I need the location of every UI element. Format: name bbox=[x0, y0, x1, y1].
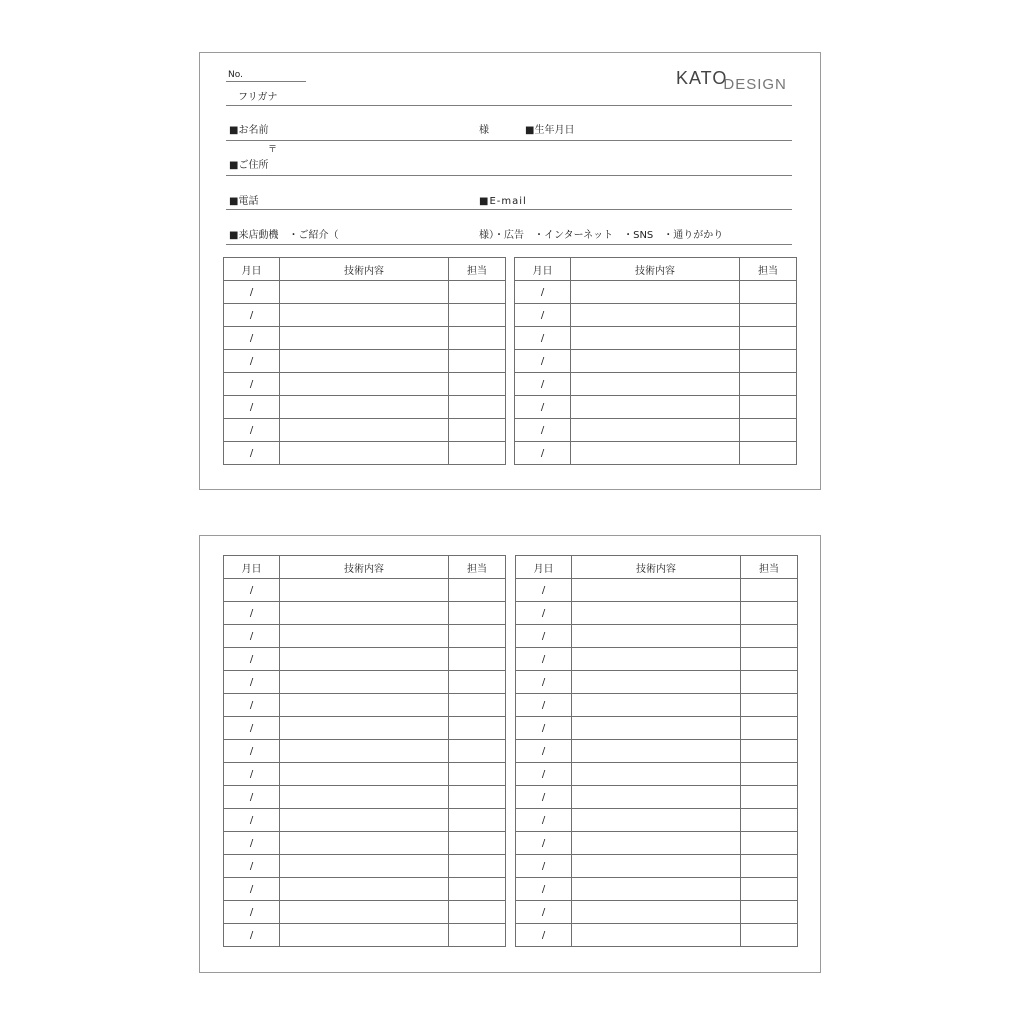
date-cell[interactable]: / bbox=[224, 694, 280, 717]
date-cell[interactable]: / bbox=[224, 763, 280, 786]
header-treatment: 技術内容 bbox=[280, 556, 449, 579]
treatment-cell[interactable] bbox=[572, 602, 741, 625]
treatment-cell[interactable] bbox=[280, 901, 449, 924]
staff-cell[interactable] bbox=[449, 924, 506, 947]
record-table-front-left bbox=[223, 257, 506, 465]
treatment-cell[interactable] bbox=[280, 350, 449, 373]
treatment-cell[interactable] bbox=[280, 327, 449, 350]
staff-cell[interactable] bbox=[449, 373, 506, 396]
treatment-cell[interactable] bbox=[280, 786, 449, 809]
treatment-cell[interactable] bbox=[571, 442, 740, 465]
birthday-label: ■生年月日 bbox=[525, 125, 575, 136]
treatment-cell[interactable] bbox=[280, 671, 449, 694]
staff-cell[interactable] bbox=[449, 648, 506, 671]
table-row bbox=[224, 901, 506, 924]
table-row bbox=[516, 625, 798, 648]
date-cell[interactable]: / bbox=[515, 304, 571, 327]
header-treatment: 技術内容 bbox=[571, 258, 740, 281]
table-row bbox=[515, 304, 797, 327]
date-cell[interactable]: / bbox=[224, 419, 280, 442]
table-row bbox=[515, 327, 797, 350]
treatment-cell[interactable] bbox=[572, 878, 741, 901]
staff-cell[interactable] bbox=[741, 694, 798, 717]
staff-cell[interactable] bbox=[741, 625, 798, 648]
header-staff: 担当 bbox=[740, 258, 797, 281]
staff-cell[interactable] bbox=[741, 809, 798, 832]
table-row bbox=[224, 694, 506, 717]
staff-cell[interactable] bbox=[740, 419, 797, 442]
staff-cell[interactable] bbox=[449, 671, 506, 694]
staff-cell[interactable] bbox=[741, 602, 798, 625]
staff-cell[interactable] bbox=[449, 832, 506, 855]
date-cell[interactable]: / bbox=[224, 740, 280, 763]
date-cell[interactable]: / bbox=[224, 832, 280, 855]
table-row bbox=[224, 327, 506, 350]
date-cell[interactable]: / bbox=[224, 442, 280, 465]
date-cell[interactable]: / bbox=[224, 602, 280, 625]
table-header-row bbox=[224, 556, 506, 579]
treatment-cell[interactable] bbox=[280, 281, 449, 304]
treatment-cell[interactable] bbox=[571, 396, 740, 419]
table-row bbox=[224, 717, 506, 740]
staff-cell[interactable] bbox=[741, 717, 798, 740]
date-cell[interactable]: / bbox=[515, 396, 571, 419]
date-cell[interactable]: / bbox=[224, 924, 280, 947]
treatment-cell[interactable] bbox=[280, 396, 449, 419]
date-cell[interactable]: / bbox=[516, 740, 572, 763]
table-row bbox=[224, 602, 506, 625]
staff-cell[interactable] bbox=[449, 579, 506, 602]
table-row bbox=[224, 786, 506, 809]
date-cell[interactable]: / bbox=[224, 304, 280, 327]
header-date: 月日 bbox=[516, 556, 572, 579]
logo-sub-text: DESIGN bbox=[723, 76, 787, 93]
staff-cell[interactable] bbox=[449, 602, 506, 625]
table-row bbox=[224, 304, 506, 327]
treatment-cell[interactable] bbox=[572, 809, 741, 832]
date-cell[interactable]: / bbox=[516, 579, 572, 602]
table-row bbox=[224, 648, 506, 671]
date-cell[interactable]: / bbox=[224, 648, 280, 671]
date-cell[interactable]: / bbox=[224, 281, 280, 304]
staff-cell[interactable] bbox=[449, 740, 506, 763]
table-row bbox=[516, 786, 798, 809]
staff-cell[interactable] bbox=[449, 694, 506, 717]
table-row bbox=[515, 442, 797, 465]
treatment-cell[interactable] bbox=[572, 717, 741, 740]
treatment-cell[interactable] bbox=[280, 579, 449, 602]
table-row bbox=[516, 809, 798, 832]
table-row bbox=[516, 878, 798, 901]
treatment-cell[interactable] bbox=[280, 442, 449, 465]
table-row bbox=[516, 832, 798, 855]
date-cell[interactable]: / bbox=[224, 878, 280, 901]
treatment-cell[interactable] bbox=[280, 809, 449, 832]
record-table-front-right bbox=[514, 257, 797, 465]
header-date: 月日 bbox=[224, 556, 280, 579]
table-row bbox=[516, 648, 798, 671]
treatment-cell[interactable] bbox=[571, 419, 740, 442]
treatment-cell[interactable] bbox=[280, 304, 449, 327]
date-cell[interactable]: / bbox=[516, 717, 572, 740]
sama-label: 様 bbox=[479, 125, 489, 136]
date-cell[interactable]: / bbox=[516, 694, 572, 717]
date-cell[interactable]: / bbox=[516, 763, 572, 786]
furigana-label: フリガナ bbox=[238, 92, 278, 103]
staff-cell[interactable] bbox=[449, 304, 506, 327]
table-row bbox=[515, 350, 797, 373]
date-cell[interactable]: / bbox=[224, 396, 280, 419]
date-cell[interactable]: / bbox=[224, 901, 280, 924]
table-row bbox=[516, 579, 798, 602]
date-cell[interactable]: / bbox=[224, 579, 280, 602]
table-row bbox=[516, 901, 798, 924]
staff-cell[interactable] bbox=[740, 396, 797, 419]
date-cell[interactable]: / bbox=[515, 419, 571, 442]
postal-mark: 〒 bbox=[268, 145, 278, 155]
no-label: No. bbox=[228, 70, 243, 80]
date-cell[interactable]: / bbox=[224, 373, 280, 396]
treatment-cell[interactable] bbox=[572, 901, 741, 924]
table-header-row bbox=[516, 556, 798, 579]
table-row bbox=[516, 855, 798, 878]
header-date: 月日 bbox=[224, 258, 280, 281]
table-row bbox=[515, 281, 797, 304]
staff-cell[interactable] bbox=[741, 671, 798, 694]
address-line[interactable] bbox=[226, 175, 792, 176]
staff-cell[interactable] bbox=[741, 579, 798, 602]
date-cell[interactable]: / bbox=[516, 878, 572, 901]
record-table-back-right bbox=[515, 555, 798, 947]
staff-cell[interactable] bbox=[741, 901, 798, 924]
table-row bbox=[224, 740, 506, 763]
treatment-cell[interactable] bbox=[571, 304, 740, 327]
staff-cell[interactable] bbox=[449, 855, 506, 878]
date-cell[interactable]: / bbox=[515, 350, 571, 373]
date-cell[interactable]: / bbox=[516, 671, 572, 694]
date-cell[interactable]: / bbox=[515, 373, 571, 396]
treatment-cell[interactable] bbox=[572, 625, 741, 648]
staff-cell[interactable] bbox=[449, 901, 506, 924]
table-row bbox=[516, 924, 798, 947]
header-staff: 担当 bbox=[449, 258, 506, 281]
staff-cell[interactable] bbox=[449, 625, 506, 648]
date-cell[interactable]: / bbox=[516, 855, 572, 878]
table-header-row bbox=[515, 258, 797, 281]
treatment-cell[interactable] bbox=[280, 373, 449, 396]
staff-cell[interactable] bbox=[449, 878, 506, 901]
date-cell[interactable]: / bbox=[515, 327, 571, 350]
header-date: 月日 bbox=[515, 258, 571, 281]
furigana-line[interactable] bbox=[226, 105, 792, 106]
date-cell[interactable]: / bbox=[224, 786, 280, 809]
date-cell[interactable]: / bbox=[516, 602, 572, 625]
treatment-cell[interactable] bbox=[280, 924, 449, 947]
date-cell[interactable]: / bbox=[516, 924, 572, 947]
name-label: ■お名前 bbox=[229, 125, 269, 136]
table-row bbox=[224, 625, 506, 648]
date-cell[interactable]: / bbox=[516, 786, 572, 809]
date-cell[interactable]: / bbox=[515, 442, 571, 465]
staff-cell[interactable] bbox=[740, 327, 797, 350]
record-table-back-left bbox=[223, 555, 506, 947]
table-row bbox=[224, 350, 506, 373]
date-cell[interactable]: / bbox=[516, 648, 572, 671]
date-cell[interactable]: / bbox=[516, 901, 572, 924]
staff-cell[interactable] bbox=[740, 304, 797, 327]
staff-cell[interactable] bbox=[741, 924, 798, 947]
staff-cell[interactable] bbox=[449, 442, 506, 465]
staff-cell[interactable] bbox=[449, 419, 506, 442]
staff-cell[interactable] bbox=[741, 878, 798, 901]
visit-reason-label: ■来店動機 ・ご紹介（ bbox=[229, 230, 339, 241]
table-row bbox=[224, 878, 506, 901]
staff-cell[interactable] bbox=[449, 786, 506, 809]
table-row bbox=[515, 419, 797, 442]
table-row bbox=[224, 579, 506, 602]
date-cell[interactable]: / bbox=[224, 717, 280, 740]
treatment-cell[interactable] bbox=[572, 740, 741, 763]
table-row bbox=[516, 671, 798, 694]
date-cell[interactable]: / bbox=[224, 625, 280, 648]
no-line bbox=[226, 81, 306, 82]
staff-cell[interactable] bbox=[449, 396, 506, 419]
treatment-cell[interactable] bbox=[572, 694, 741, 717]
address-label: ■ご住所 bbox=[229, 160, 269, 171]
header-treatment: 技術内容 bbox=[280, 258, 449, 281]
treatment-cell[interactable] bbox=[572, 648, 741, 671]
table-row bbox=[516, 602, 798, 625]
table-row bbox=[224, 671, 506, 694]
table-header-row bbox=[224, 258, 506, 281]
table-row bbox=[515, 396, 797, 419]
header-staff: 担当 bbox=[449, 556, 506, 579]
staff-cell[interactable] bbox=[449, 717, 506, 740]
staff-cell[interactable] bbox=[740, 373, 797, 396]
date-cell[interactable]: / bbox=[224, 855, 280, 878]
treatment-cell[interactable] bbox=[572, 832, 741, 855]
table-row bbox=[515, 373, 797, 396]
staff-cell[interactable] bbox=[741, 832, 798, 855]
table-row bbox=[516, 763, 798, 786]
treatment-cell[interactable] bbox=[572, 855, 741, 878]
date-cell[interactable]: / bbox=[516, 625, 572, 648]
kato-design-logo bbox=[676, 68, 787, 93]
treatment-cell[interactable] bbox=[571, 350, 740, 373]
header-staff: 担当 bbox=[741, 556, 798, 579]
treatment-cell[interactable] bbox=[571, 373, 740, 396]
table-row bbox=[224, 396, 506, 419]
phone-line[interactable] bbox=[226, 209, 792, 210]
staff-cell[interactable] bbox=[449, 327, 506, 350]
visit-reason-options: 様）・広告 ・インターネット ・SNS ・通りがかり bbox=[479, 230, 724, 241]
staff-cell[interactable] bbox=[449, 281, 506, 304]
treatment-cell[interactable] bbox=[572, 671, 741, 694]
date-cell[interactable]: / bbox=[515, 281, 571, 304]
table-row bbox=[224, 809, 506, 832]
table-row bbox=[516, 694, 798, 717]
treatment-cell[interactable] bbox=[571, 327, 740, 350]
staff-cell[interactable] bbox=[740, 442, 797, 465]
treatment-cell[interactable] bbox=[280, 625, 449, 648]
treatment-cell[interactable] bbox=[280, 832, 449, 855]
date-cell[interactable]: / bbox=[224, 671, 280, 694]
staff-cell[interactable] bbox=[741, 648, 798, 671]
table-row bbox=[224, 442, 506, 465]
staff-cell[interactable] bbox=[741, 855, 798, 878]
treatment-cell[interactable] bbox=[280, 419, 449, 442]
treatment-cell[interactable] bbox=[280, 694, 449, 717]
treatment-cell[interactable] bbox=[572, 579, 741, 602]
table-row bbox=[224, 832, 506, 855]
staff-cell[interactable] bbox=[740, 281, 797, 304]
treatment-cell[interactable] bbox=[280, 648, 449, 671]
treatment-cell[interactable] bbox=[572, 786, 741, 809]
treatment-cell[interactable] bbox=[572, 924, 741, 947]
staff-cell[interactable] bbox=[740, 350, 797, 373]
staff-cell[interactable] bbox=[741, 740, 798, 763]
visit-line[interactable] bbox=[226, 244, 792, 245]
table-row bbox=[224, 855, 506, 878]
date-cell[interactable]: / bbox=[224, 327, 280, 350]
logo-main-text: KATO bbox=[676, 68, 728, 88]
staff-cell[interactable] bbox=[741, 786, 798, 809]
name-line[interactable] bbox=[226, 140, 792, 141]
treatment-cell[interactable] bbox=[280, 602, 449, 625]
table-row bbox=[224, 373, 506, 396]
table-row bbox=[224, 281, 506, 304]
table-row bbox=[516, 740, 798, 763]
table-row bbox=[224, 419, 506, 442]
date-cell[interactable]: / bbox=[224, 350, 280, 373]
treatment-cell[interactable] bbox=[280, 763, 449, 786]
treatment-cell[interactable] bbox=[280, 717, 449, 740]
staff-cell[interactable] bbox=[449, 809, 506, 832]
staff-cell[interactable] bbox=[741, 763, 798, 786]
staff-cell[interactable] bbox=[449, 350, 506, 373]
phone-label: ■電話 bbox=[229, 196, 259, 207]
table-row bbox=[516, 717, 798, 740]
staff-cell[interactable] bbox=[449, 763, 506, 786]
treatment-cell[interactable] bbox=[280, 740, 449, 763]
table-row bbox=[224, 763, 506, 786]
treatment-cell[interactable] bbox=[571, 281, 740, 304]
treatment-cell[interactable] bbox=[572, 763, 741, 786]
treatment-cell[interactable] bbox=[280, 878, 449, 901]
date-cell[interactable]: / bbox=[516, 832, 572, 855]
header-treatment: 技術内容 bbox=[572, 556, 741, 579]
date-cell[interactable]: / bbox=[224, 809, 280, 832]
email-label: ■E-mail bbox=[479, 196, 527, 207]
treatment-cell[interactable] bbox=[280, 855, 449, 878]
date-cell[interactable]: / bbox=[516, 809, 572, 832]
table-row bbox=[224, 924, 506, 947]
